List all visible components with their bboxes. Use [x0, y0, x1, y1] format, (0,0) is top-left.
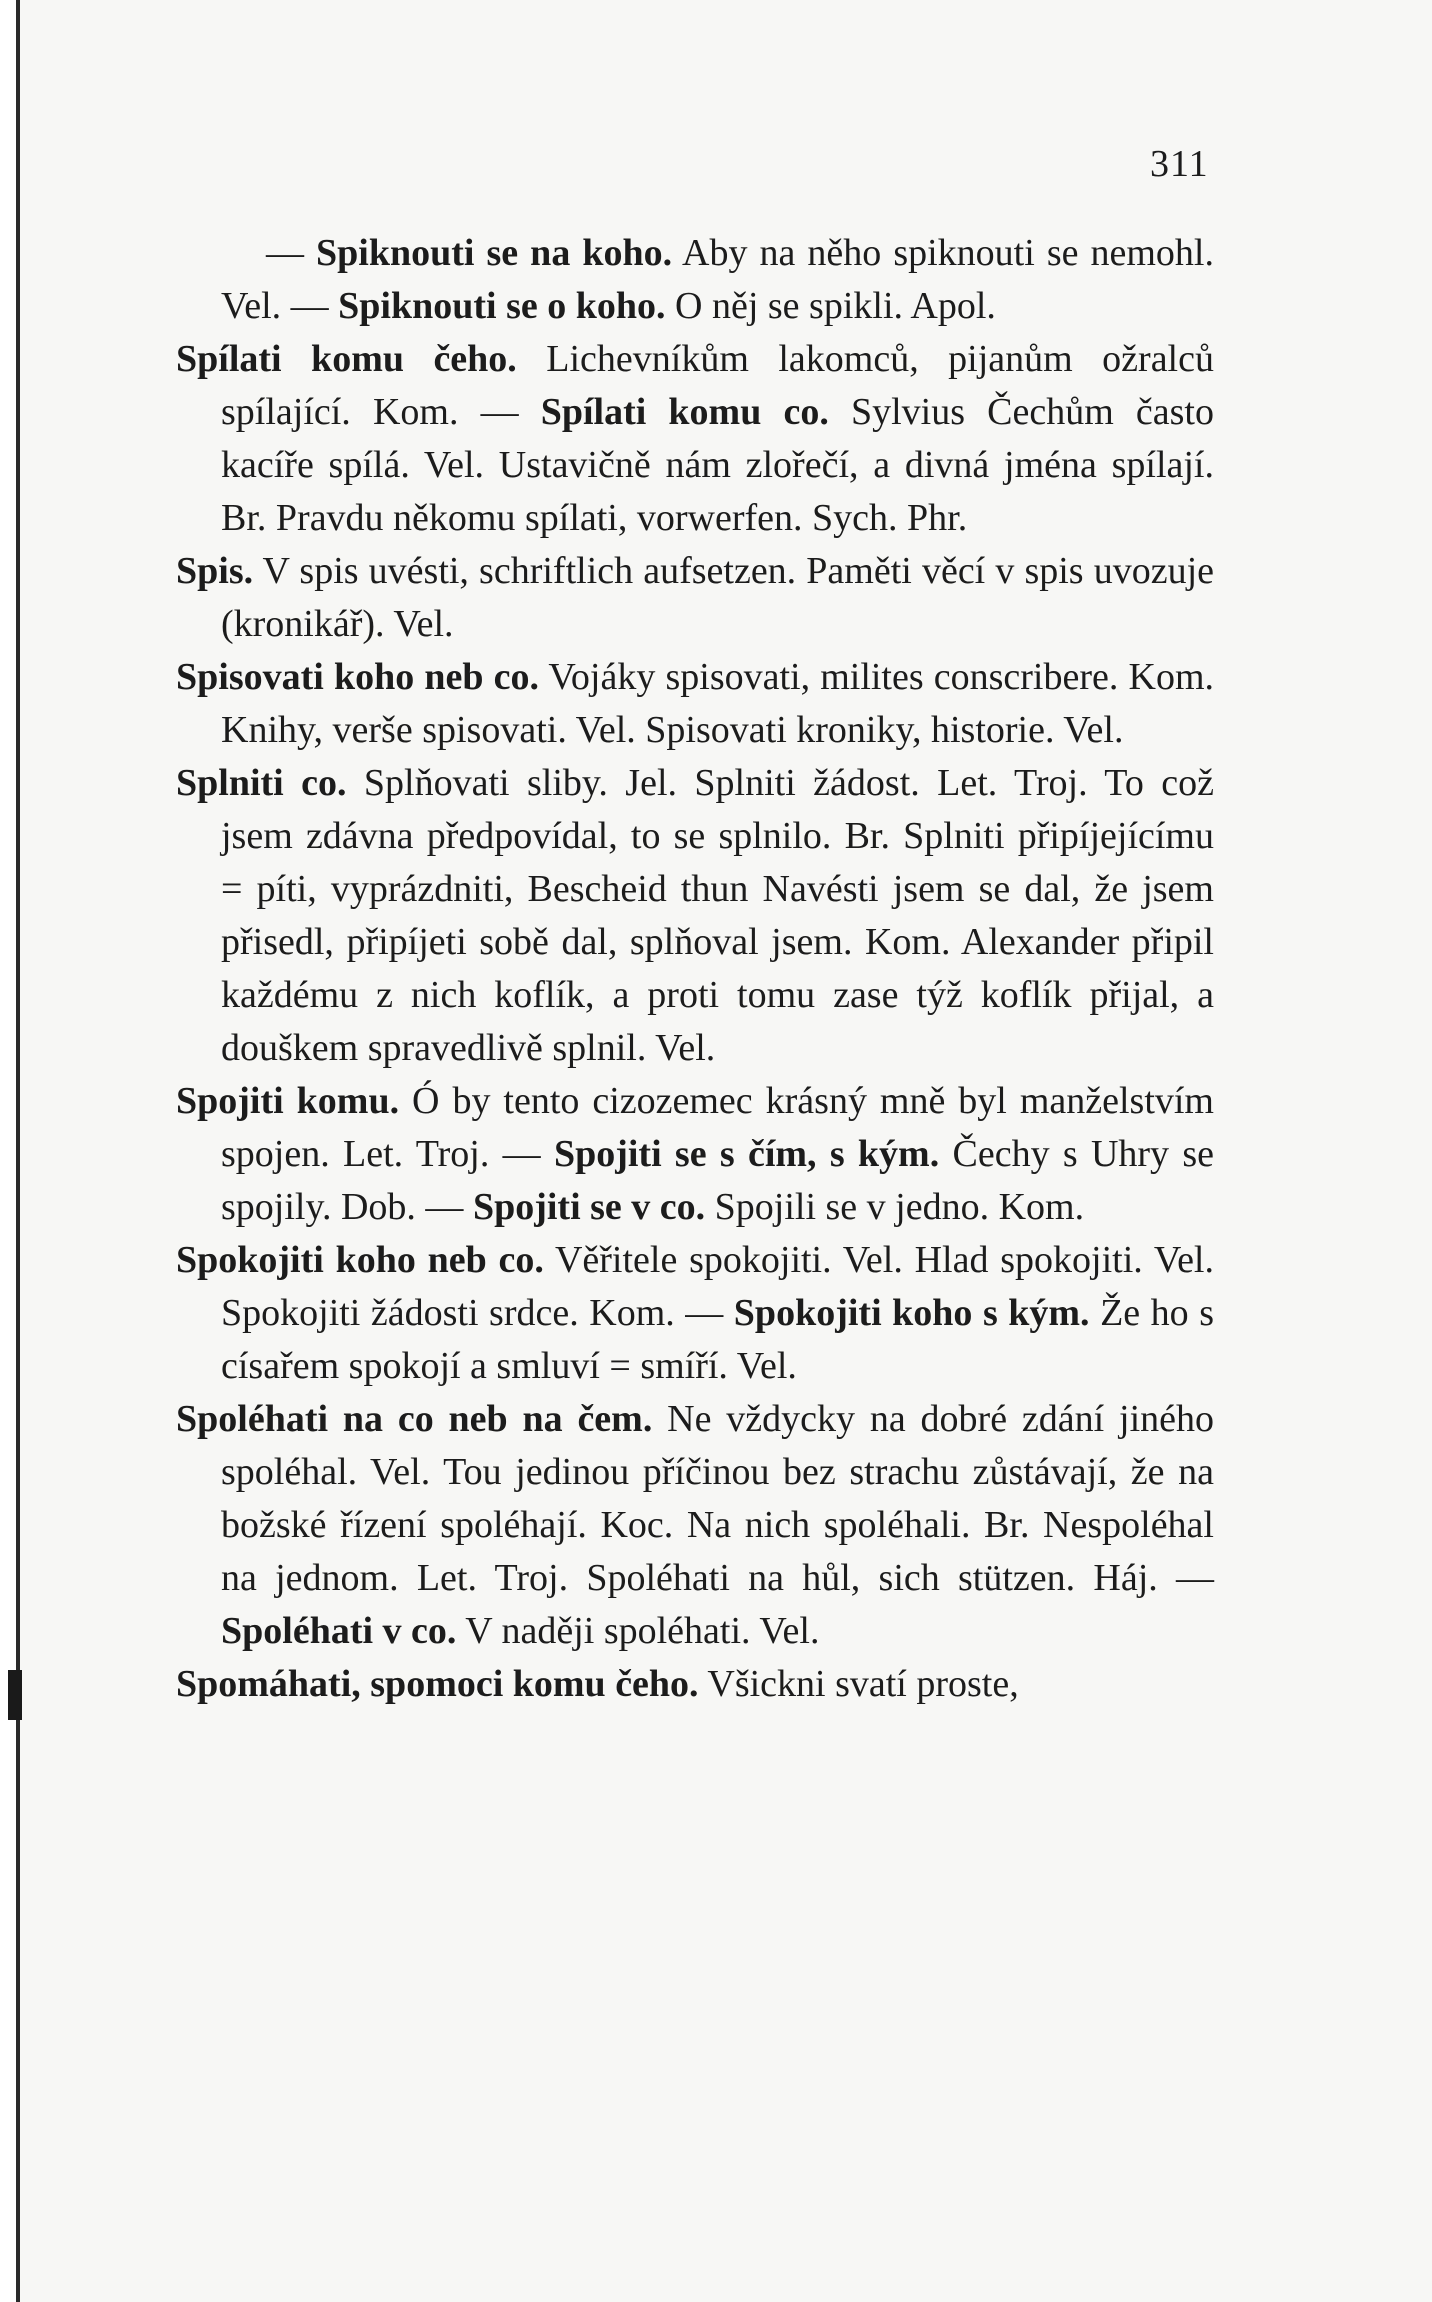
- dictionary-entry: [176, 757, 1214, 1075]
- entry-headword: Spílati komu čeho.: [176, 338, 517, 380]
- entry-headword: Spoléhati na co neb na čem.: [176, 1398, 653, 1440]
- entry-text: Vojáky spisovati, milites conscribere. Kom. Knihy, verše spisovati. Vel. Spisovati kroniky, historie. Vel.: [221, 656, 1214, 751]
- entry-text: V spis uvésti, schriftlich aufsetzen. Paměti věcí v spis uvozuje (kronikář). Vel.: [221, 550, 1214, 645]
- entry-text: Všickni svatí proste,: [698, 1663, 1019, 1705]
- entry-headword: Spojiti se s čím, s kým.: [553, 1133, 940, 1175]
- entry-text: Věřitele spokojiti. Vel. Hlad spokojiti. Vel. Spokojiti žádosti srdce. Kom. —: [221, 1239, 1214, 1334]
- entry-text: Aby na něho spiknouti se nemohl. Vel. —: [221, 232, 1214, 327]
- entry-text: O něj se spikli. Apol.: [665, 285, 996, 327]
- entry-text: Ne vždycky na dobré zdání jiného spoléhal. Vel. Tou jedinou příčinou bez strachu zůstávají, že na božské řízení spoléhají. Koc. Na nich spoléhali. Br. Nespoléhal na jednom. Let. Troj. Spoléhati na hůl, sich stützen. Háj. —: [221, 1398, 1214, 1599]
- entry-headword: Spiknouti se na koho.: [316, 232, 673, 274]
- entry-headword: Spomáhati, spomoci komu čeho.: [176, 1663, 699, 1705]
- entry-text: Spojili se v jedno. Kom.: [705, 1186, 1085, 1228]
- page-left-edge: [0, 0, 20, 2302]
- entry-headword: Spoléhati v co.: [221, 1610, 457, 1652]
- entry-headword: Splniti co.: [176, 762, 347, 804]
- entry-text: Sylvius Čechům často kacíře spílá. Vel. Ustavičně nám zlořečí, a divná jména spílají. Br. Pravdu někomu spílati, vorwerfen. Sych. Phr.: [221, 391, 1214, 539]
- entry-text: —: [266, 232, 317, 274]
- entry-text: Čechy s Uhry se spojily. Dob. —: [221, 1133, 1214, 1228]
- entry-headword: Spisovati koho neb co.: [176, 656, 539, 698]
- dictionary-entry: [176, 333, 1214, 545]
- dictionary-entry: [176, 227, 1214, 333]
- entry-text: Splňovati sliby. Jel. Splniti žádost. Let. Troj. To což jsem zdávna předpovídal, to se splnilo. Br. Splniti připíjejícímu = píti, vyprázdniti, Bescheid thun Navésti jsem se dal, že jsem přisedl, připíjeti sobě dal, splňoval jsem. Kom. Alexander připil každému z nich koflík, a proti tomu zase týž koflík přijal, a douškem spravedlivě splnil. Vel.: [221, 762, 1214, 1069]
- dictionary-entry: [176, 1658, 1214, 1711]
- entry-text: V naději spoléhati. Vel.: [456, 1610, 820, 1652]
- binding-mark: [8, 1670, 22, 1720]
- entry-headword: Spiknouti se o koho.: [338, 285, 666, 327]
- dictionary-entry: [176, 1234, 1214, 1393]
- dictionary-entry: [176, 545, 1214, 651]
- entry-headword: Spojiti komu.: [176, 1080, 400, 1122]
- dictionary-entry: [176, 1075, 1214, 1234]
- entry-headword: Spílati komu co.: [540, 391, 829, 433]
- entry-headword: Spokojiti koho s kým.: [733, 1292, 1090, 1334]
- entry-text: Že ho s císařem spokojí a smluví = smíří. Vel.: [221, 1292, 1214, 1387]
- entry-text: Lichevníkům lakomců, pijanům ožralců spílající. Kom. —: [221, 338, 1214, 433]
- entry-headword: Spis.: [176, 550, 254, 592]
- page-number: 311: [1150, 143, 1209, 185]
- entry-headword: Spokojiti koho neb co.: [176, 1239, 544, 1281]
- entry-headword: Spojiti se v co.: [472, 1186, 706, 1228]
- dictionary-entry: [176, 1393, 1214, 1658]
- entry-text: Ó by tento cizozemec krásný mně byl manželstvím spojen. Let. Troj. —: [221, 1080, 1214, 1175]
- dictionary-entry: [176, 651, 1214, 757]
- dictionary-text: [176, 227, 1214, 1711]
